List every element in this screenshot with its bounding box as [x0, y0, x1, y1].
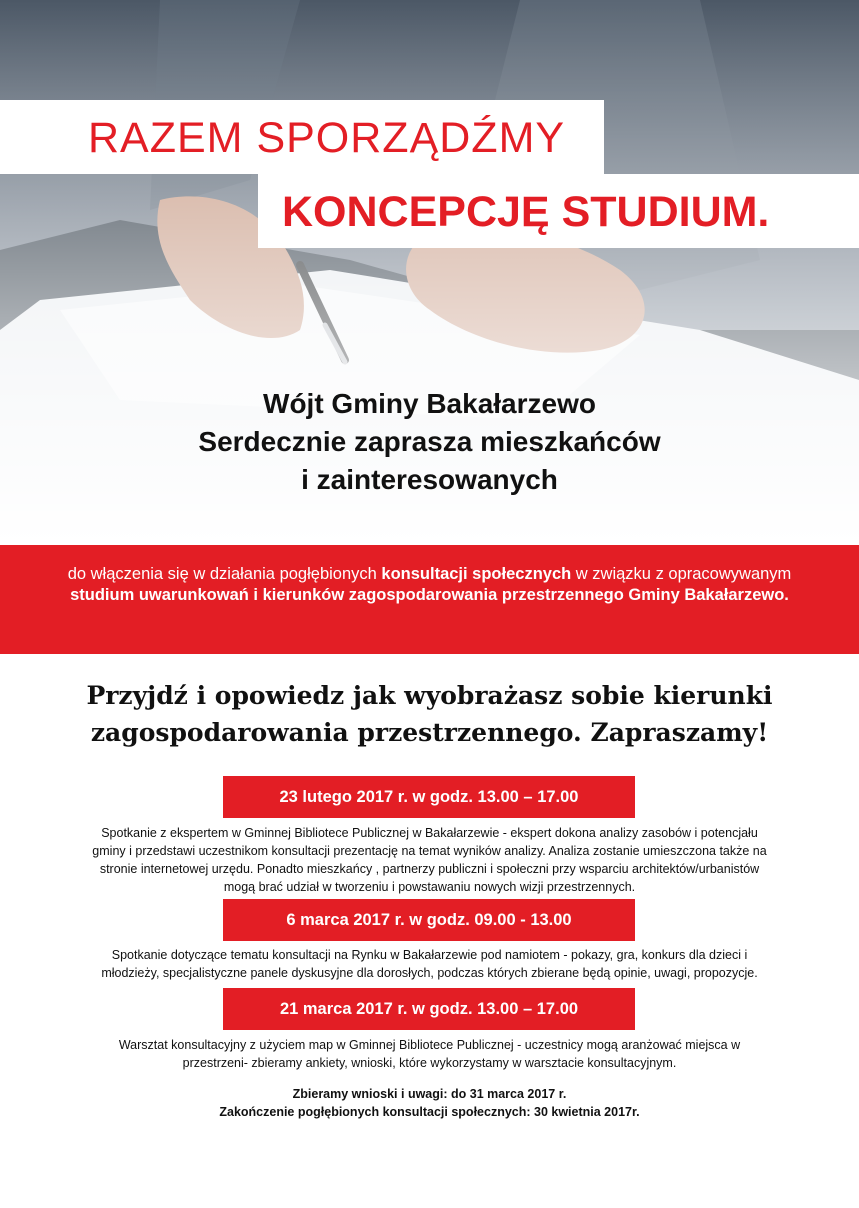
event-1-date: 23 lutego 2017 r. w godz. 13.00 – 17.00 [223, 776, 635, 818]
headline-line-1: Przyjdź i opowiedz jak wyobrażasz sobie kierunki [86, 681, 773, 710]
consultation-text-part-2: w związku z opracowywanym [571, 565, 792, 583]
event-1-line-1: Spotkanie z ekspertem w Gminnej Bibliotece Publicznej w Bakałarzewie - ekspert dokona analizy zasobów i potencjału [101, 826, 758, 840]
event-2-line-2: młodzieży, specjalistyczne panele dyskusyjne dla dorosłych, podczas których zbierane będą opinie, uwagi, propozycje. [101, 966, 758, 980]
invitation-text [0, 385, 859, 499]
event-3-line-1: Warsztat konsultacyjny z użyciem map w Gminnej Bibliotece Publicznej - uczestnicy mogą aranżować miejsca w [118, 1038, 741, 1052]
title-line-1-box [0, 100, 604, 174]
title-line-1: RAZEM SPORZĄDŹMY [88, 114, 566, 162]
event-1-line-2: gminy i przedstawi uczestnikom konsultacji prezentację na temat wyników analizy. Analiza zostanie umieszczona także na [92, 844, 767, 858]
headline-line-2: zagospodarowania przestrzennego. Zapraszamy! [90, 718, 769, 747]
consultation-highlight-2: studium uwarunkowań i kierunków zagospodarowania przestrzennego Gminy Bakałarzewo. [70, 586, 789, 604]
event-2-date: 6 marca 2017 r. w godz. 09.00 - 13.00 [223, 899, 635, 941]
consultation-highlight-1: konsultacji społecznych [381, 565, 572, 583]
footer-line-2: Zakończenie pogłębionych konsultacji społecznych: 30 kwietnia 2017r. [219, 1105, 640, 1119]
headline [0, 677, 859, 751]
event-1-line-4: mogą brać udział w tworzeniu i powstawaniu nowych wizji przestrzennych. [223, 880, 636, 894]
title-line-2: KONCEPCJĘ STUDIUM. [282, 188, 770, 236]
event-3-date: 21 marca 2017 r. w godz. 13.00 – 17.00 [223, 988, 635, 1030]
invitation-line-2: Serdecznie zaprasza mieszkańców [198, 426, 661, 457]
footer-line-1: Zbieramy wnioski i uwagi: do 31 marca 2017 r. [292, 1087, 567, 1101]
event-1-description [30, 824, 829, 896]
consultation-text-part-1: do włączenia się w działania pogłębionych [67, 565, 382, 583]
invitation-line-3: i zainteresowanych [301, 464, 558, 495]
event-2-description [30, 946, 829, 982]
invitation-line-1: Wójt Gminy Bakałarzewo [263, 388, 596, 419]
event-2-line-1: Spotkanie dotyczące tematu konsultacji na Rynku w Bakałarzewie pod namiotem - pokazy, gra, konkurs dla dzieci i [111, 948, 748, 962]
consultation-text [60, 564, 799, 606]
event-3-description [30, 1036, 829, 1072]
hero-section [0, 0, 859, 545]
event-3-line-2: przestrzeni- zbieramy ankiety, wnioski, które wykorzystamy w warsztacie konsultacyjnym. [182, 1056, 677, 1070]
footer-deadlines [0, 1085, 859, 1121]
event-1-line-3: stronie internetowej urzędu. Ponadto mieszkańcy , partnerzy publiczni i społeczni przy wsparciu architektów/urbanistów [99, 862, 760, 876]
consultation-band [0, 545, 859, 654]
title-line-2-box [258, 174, 859, 248]
